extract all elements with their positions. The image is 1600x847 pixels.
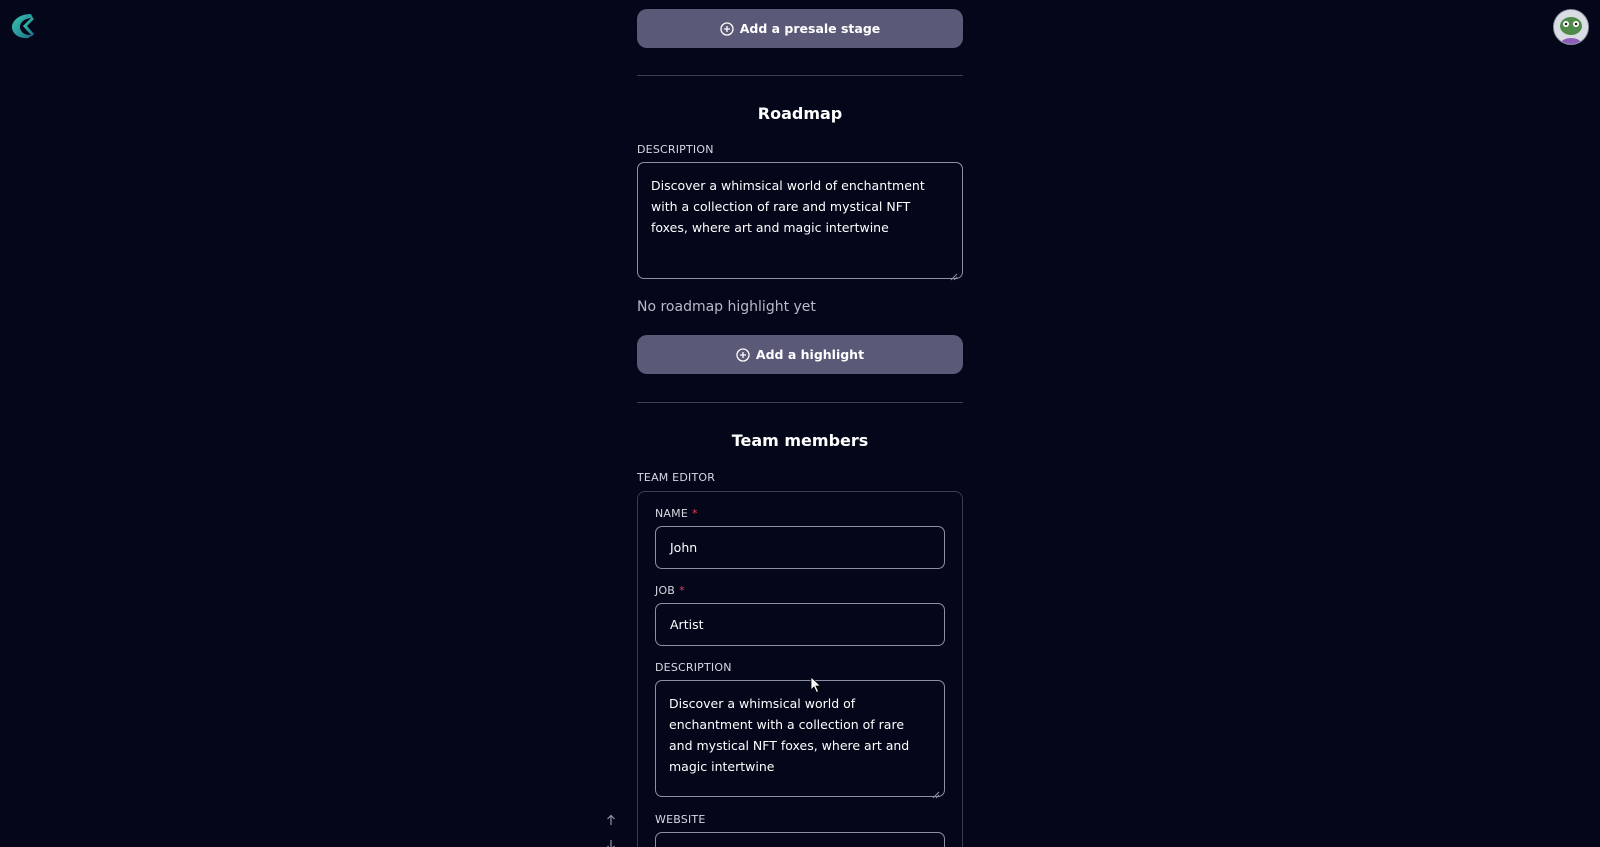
- website-input[interactable]: [655, 832, 945, 847]
- member-description-label: DESCRIPTION: [655, 661, 732, 674]
- section-divider: [637, 402, 963, 403]
- member-description-textarea[interactable]: [655, 680, 945, 797]
- member-description-text: Discover a whimsical world of enchantment with a collection of rare and mystical NFT foxes, where art and magic intertwine: [669, 696, 910, 774]
- add-highlight-label: Add a highlight: [755, 347, 865, 362]
- add-presale-stage-button[interactable]: [637, 9, 963, 48]
- job-input-value: Artist: [670, 617, 704, 632]
- required-mark: *: [679, 584, 685, 597]
- roadmap-description-label: DESCRIPTION: [637, 143, 714, 156]
- roadmap-description-text: Discover a whimsical world of enchantment with a collection of rare and mystical NFT foxes, where art and magic intertwine: [651, 178, 925, 235]
- plus-circle-icon: [736, 348, 750, 362]
- job-label: JOB *: [655, 584, 685, 597]
- plus-circle-icon: [720, 22, 734, 36]
- resize-grip-icon[interactable]: [950, 266, 958, 274]
- roadmap-title: Roadmap: [757, 104, 843, 123]
- website-label: WEBSITE: [655, 813, 706, 826]
- name-input[interactable]: [655, 526, 945, 569]
- user-avatar-icon[interactable]: [1553, 9, 1589, 45]
- team-members-title: Team members: [731, 431, 869, 450]
- add-presale-stage-label: Add a presale stage: [739, 21, 881, 36]
- section-divider: [637, 75, 963, 76]
- name-input-value: John: [670, 540, 698, 555]
- arrow-up-icon[interactable]: [606, 811, 616, 823]
- resize-grip-icon[interactable]: [932, 784, 940, 792]
- team-editor-label: TEAM EDITOR: [637, 471, 716, 484]
- arrow-down-icon[interactable]: [606, 836, 616, 847]
- roadmap-empty-note: No roadmap highlight yet: [637, 299, 816, 315]
- mouse-cursor-icon: [810, 676, 822, 694]
- add-highlight-button[interactable]: [637, 335, 963, 374]
- crescent-logo-icon[interactable]: [11, 12, 37, 40]
- roadmap-description-textarea[interactable]: [637, 162, 963, 279]
- required-mark: *: [692, 507, 698, 520]
- job-input[interactable]: [655, 603, 945, 646]
- name-label: NAME *: [655, 507, 698, 520]
